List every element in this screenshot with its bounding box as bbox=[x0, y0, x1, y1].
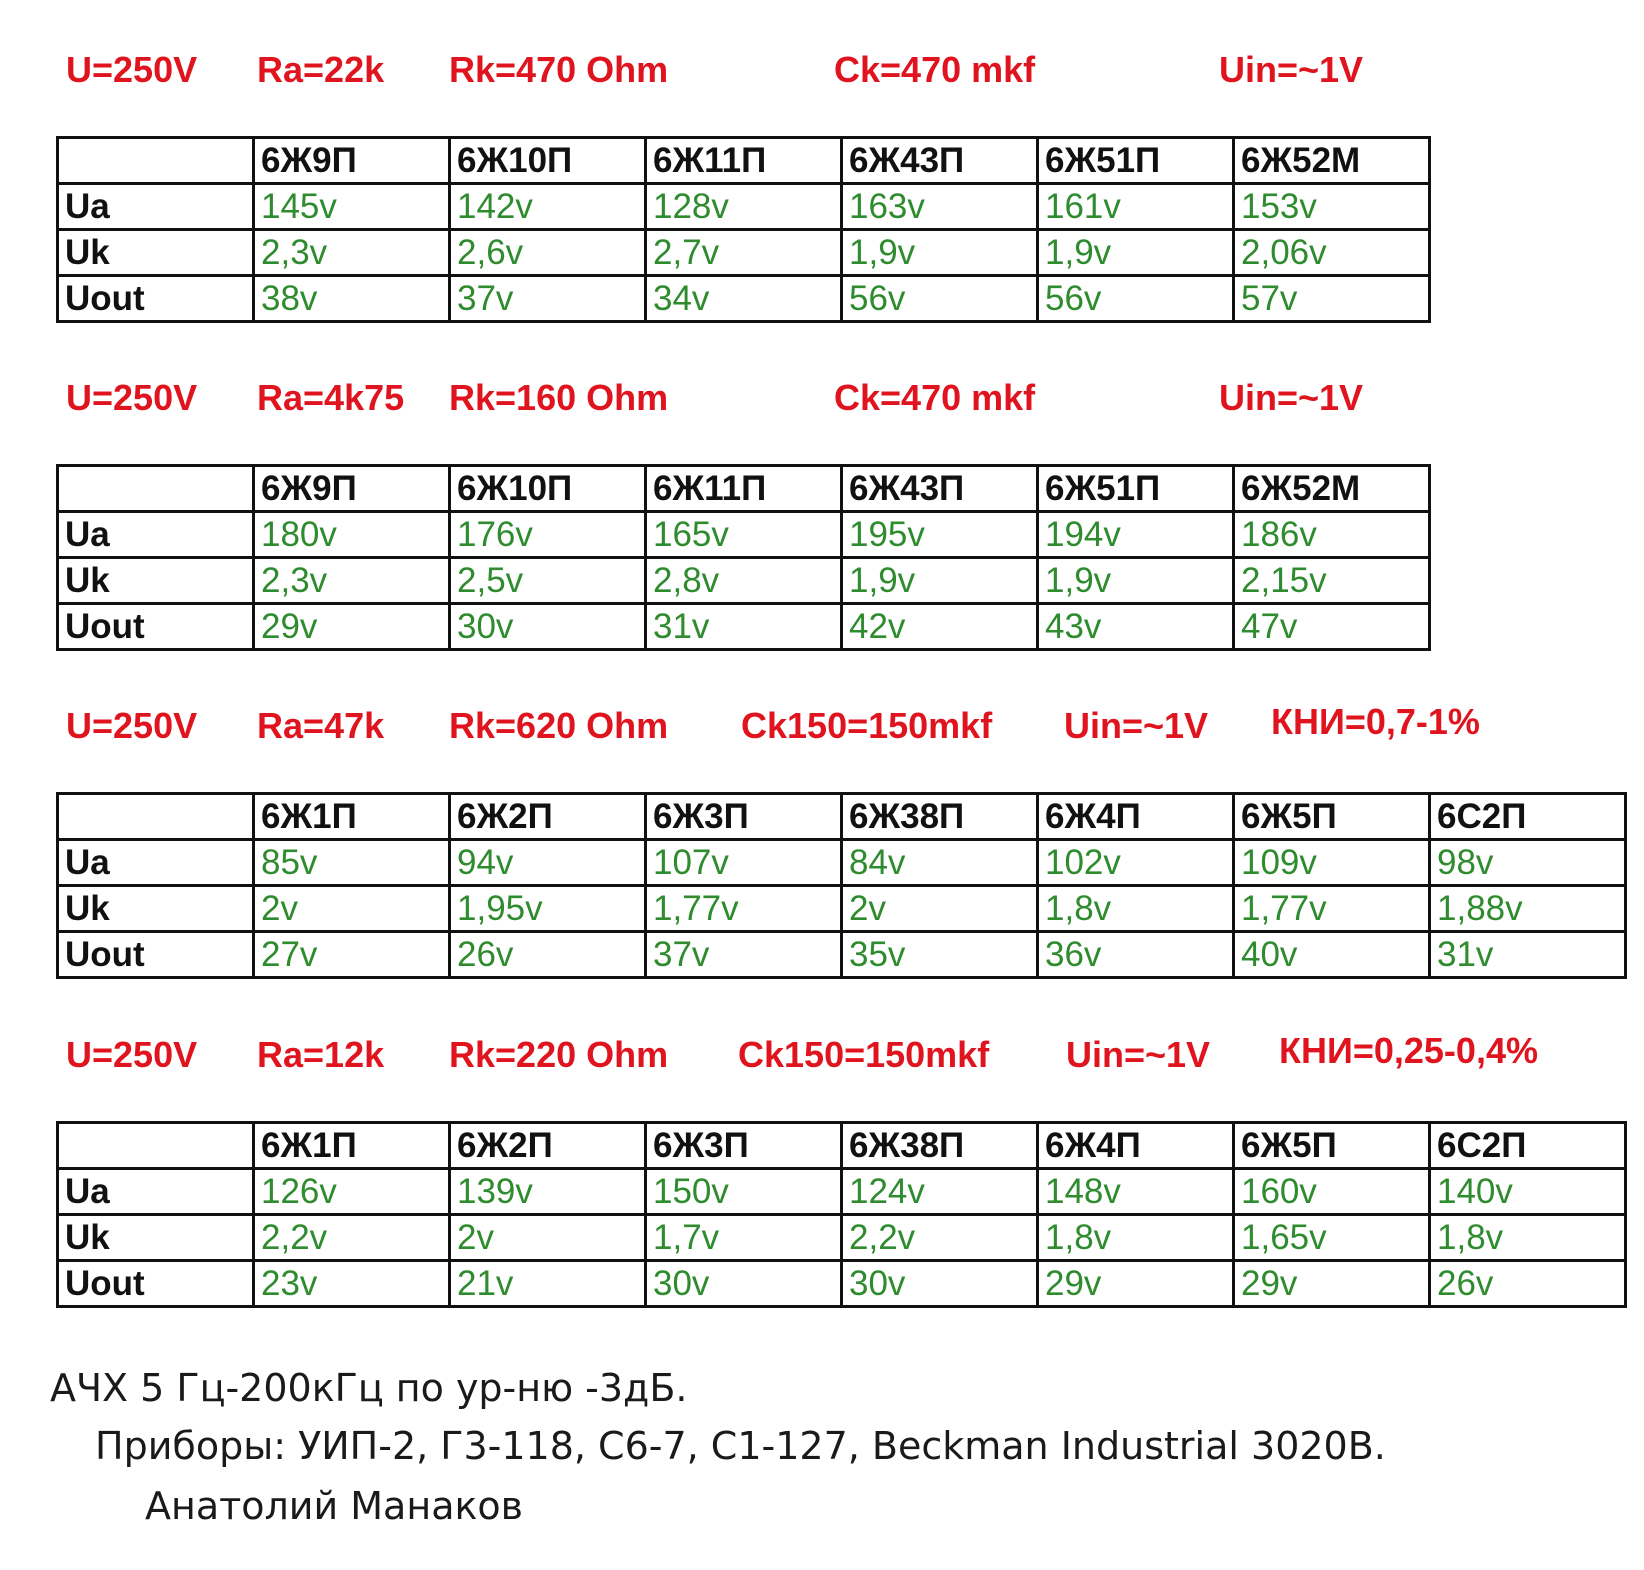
parameters-line bbox=[0, 376, 1644, 436]
param-supply-voltage: U=250V bbox=[66, 377, 198, 418]
value-cell: 26v bbox=[450, 932, 646, 978]
value-cell: 94v bbox=[450, 840, 646, 886]
param-anode-resistor: Ra=22k bbox=[257, 49, 385, 90]
table-row bbox=[58, 558, 1430, 604]
value-cell: 140v bbox=[1430, 1169, 1626, 1215]
table-header-row bbox=[58, 466, 1430, 512]
measurement-table bbox=[56, 792, 1627, 979]
value-cell: 2v bbox=[842, 886, 1038, 932]
value-cell: 47v bbox=[1234, 604, 1430, 650]
value-cell: 153v bbox=[1234, 184, 1430, 230]
parameters-line bbox=[0, 1030, 1644, 1093]
value-cell: 165v bbox=[646, 512, 842, 558]
param-supply-voltage: U=250V bbox=[66, 705, 198, 746]
table-header-row bbox=[58, 794, 1626, 840]
value-cell: 161v bbox=[1038, 184, 1234, 230]
tube-header: 6С2П bbox=[1430, 1123, 1626, 1169]
param-cathode-resistor: Rk=220 Ohm bbox=[449, 1034, 669, 1075]
row-label: Uk bbox=[58, 558, 254, 604]
row-label: Uk bbox=[58, 1215, 254, 1261]
value-cell: 2,6v bbox=[450, 230, 646, 276]
param-cathode-capacitor: Ck150=150mkf bbox=[741, 705, 993, 746]
table-row bbox=[58, 886, 1626, 932]
value-cell: 194v bbox=[1038, 512, 1234, 558]
param-input-voltage: Uin=~1V bbox=[1219, 377, 1364, 418]
row-label: Ua bbox=[58, 840, 254, 886]
table-row bbox=[58, 230, 1430, 276]
tube-header: 6Ж9П bbox=[254, 466, 450, 512]
value-cell: 1,8v bbox=[1430, 1215, 1626, 1261]
param-cathode-resistor: Rk=160 Ohm bbox=[449, 377, 669, 418]
param-distortion: КНИ=0,25-0,4% bbox=[1279, 1030, 1538, 1071]
value-cell: 31v bbox=[1430, 932, 1626, 978]
param-supply-voltage: U=250V bbox=[66, 1034, 198, 1075]
value-cell: 1,7v bbox=[646, 1215, 842, 1261]
tube-header: 6Ж2П bbox=[450, 794, 646, 840]
value-cell: 2,06v bbox=[1234, 230, 1430, 276]
value-cell: 126v bbox=[254, 1169, 450, 1215]
tube-header: 6Ж38П bbox=[842, 794, 1038, 840]
tube-header: 6Ж51П bbox=[1038, 138, 1234, 184]
value-cell: 145v bbox=[254, 184, 450, 230]
tube-header: 6Ж11П bbox=[646, 466, 842, 512]
value-cell: 85v bbox=[254, 840, 450, 886]
value-cell: 1,9v bbox=[1038, 230, 1234, 276]
measurement-table bbox=[56, 464, 1431, 651]
value-cell: 124v bbox=[842, 1169, 1038, 1215]
param-cathode-capacitor: Ck=470 mkf bbox=[834, 377, 1036, 418]
tube-header: 6Ж51П bbox=[1038, 466, 1234, 512]
value-cell: 29v bbox=[254, 604, 450, 650]
param-input-voltage: Uin=~1V bbox=[1219, 49, 1364, 90]
table-row bbox=[58, 604, 1430, 650]
tube-header: 6Ж9П bbox=[254, 138, 450, 184]
value-cell: 26v bbox=[1430, 1261, 1626, 1307]
tube-header: 6Ж43П bbox=[842, 466, 1038, 512]
value-cell: 1,9v bbox=[842, 230, 1038, 276]
value-cell: 160v bbox=[1234, 1169, 1430, 1215]
tube-header: 6Ж1П bbox=[254, 794, 450, 840]
tube-header: 6Ж52М bbox=[1234, 138, 1430, 184]
tube-header: 6Ж5П bbox=[1234, 1123, 1430, 1169]
row-label: Uout bbox=[58, 604, 254, 650]
value-cell: 139v bbox=[450, 1169, 646, 1215]
value-cell: 57v bbox=[1234, 276, 1430, 322]
param-anode-resistor: Ra=47k bbox=[257, 705, 385, 746]
value-cell: 1,95v bbox=[450, 886, 646, 932]
parameters-line bbox=[0, 701, 1644, 764]
tube-header: 6Ж43П bbox=[842, 138, 1038, 184]
value-cell: 2v bbox=[254, 886, 450, 932]
row-label: Uout bbox=[58, 932, 254, 978]
value-cell: 2,8v bbox=[646, 558, 842, 604]
tube-header: 6Ж3П bbox=[646, 1123, 842, 1169]
parameters-line bbox=[0, 48, 1644, 108]
row-label: Uout bbox=[58, 1261, 254, 1307]
value-cell: 2,3v bbox=[254, 558, 450, 604]
value-cell: 2,5v bbox=[450, 558, 646, 604]
value-cell: 56v bbox=[842, 276, 1038, 322]
tube-header: 6Ж52М bbox=[1234, 466, 1430, 512]
value-cell: 142v bbox=[450, 184, 646, 230]
param-supply-voltage: U=250V bbox=[66, 49, 198, 90]
param-input-voltage: Uin=~1V bbox=[1066, 1034, 1211, 1075]
row-label: Uk bbox=[58, 230, 254, 276]
table-corner-cell bbox=[58, 1123, 254, 1169]
value-cell: 23v bbox=[254, 1261, 450, 1307]
value-cell: 128v bbox=[646, 184, 842, 230]
value-cell: 1,88v bbox=[1430, 886, 1626, 932]
tube-header: 6Ж2П bbox=[450, 1123, 646, 1169]
measurement-table bbox=[56, 1121, 1627, 1308]
param-anode-resistor: Ra=4k75 bbox=[257, 377, 405, 418]
table-row bbox=[58, 1261, 1626, 1307]
tube-header: 6Ж1П bbox=[254, 1123, 450, 1169]
author-name: Анатолий Манаков bbox=[145, 1484, 524, 1528]
value-cell: 30v bbox=[646, 1261, 842, 1307]
row-label: Ua bbox=[58, 1169, 254, 1215]
value-cell: 31v bbox=[646, 604, 842, 650]
value-cell: 1,9v bbox=[1038, 558, 1234, 604]
value-cell: 1,9v bbox=[842, 558, 1038, 604]
value-cell: 2,2v bbox=[254, 1215, 450, 1261]
table-row bbox=[58, 932, 1626, 978]
tube-header: 6Ж4П bbox=[1038, 1123, 1234, 1169]
table-row bbox=[58, 184, 1430, 230]
table-header-row bbox=[58, 138, 1430, 184]
value-cell: 150v bbox=[646, 1169, 842, 1215]
table-corner-cell bbox=[58, 794, 254, 840]
value-cell: 2v bbox=[450, 1215, 646, 1261]
value-cell: 35v bbox=[842, 932, 1038, 978]
value-cell: 56v bbox=[1038, 276, 1234, 322]
value-cell: 186v bbox=[1234, 512, 1430, 558]
value-cell: 1,8v bbox=[1038, 1215, 1234, 1261]
value-cell: 109v bbox=[1234, 840, 1430, 886]
tube-header: 6Ж38П bbox=[842, 1123, 1038, 1169]
value-cell: 2,3v bbox=[254, 230, 450, 276]
table-row bbox=[58, 1169, 1626, 1215]
value-cell: 2,2v bbox=[842, 1215, 1038, 1261]
frequency-response-note: АЧХ 5 Гц-200кГц по ур-ню -3дБ. bbox=[50, 1366, 688, 1410]
param-anode-resistor: Ra=12k bbox=[257, 1034, 385, 1075]
param-input-voltage: Uin=~1V bbox=[1064, 705, 1209, 746]
value-cell: 98v bbox=[1430, 840, 1626, 886]
value-cell: 148v bbox=[1038, 1169, 1234, 1215]
value-cell: 27v bbox=[254, 932, 450, 978]
param-cathode-resistor: Rk=620 Ohm bbox=[449, 705, 669, 746]
tube-header: 6Ж4П bbox=[1038, 794, 1234, 840]
table-corner-cell bbox=[58, 466, 254, 512]
value-cell: 34v bbox=[646, 276, 842, 322]
value-cell: 176v bbox=[450, 512, 646, 558]
value-cell: 29v bbox=[1234, 1261, 1430, 1307]
param-cathode-capacitor: Ck=470 mkf bbox=[834, 49, 1036, 90]
tube-header: 6Ж3П bbox=[646, 794, 842, 840]
param-distortion: КНИ=0,7-1% bbox=[1271, 701, 1480, 742]
value-cell: 1,77v bbox=[646, 886, 842, 932]
row-label: Ua bbox=[58, 184, 254, 230]
value-cell: 102v bbox=[1038, 840, 1234, 886]
row-label: Uout bbox=[58, 276, 254, 322]
value-cell: 180v bbox=[254, 512, 450, 558]
table-header-row bbox=[58, 1123, 1626, 1169]
instruments-note: Приборы: УИП-2, Г3-118, С6-7, С1-127, Beckman Industrial 3020B. bbox=[95, 1424, 1386, 1468]
value-cell: 42v bbox=[842, 604, 1038, 650]
value-cell: 1,65v bbox=[1234, 1215, 1430, 1261]
param-cathode-capacitor: Ck150=150mkf bbox=[738, 1034, 990, 1075]
value-cell: 84v bbox=[842, 840, 1038, 886]
tube-header: 6Ж10П bbox=[450, 138, 646, 184]
value-cell: 37v bbox=[450, 276, 646, 322]
tube-header: 6Ж5П bbox=[1234, 794, 1430, 840]
table-row bbox=[58, 1215, 1626, 1261]
value-cell: 195v bbox=[842, 512, 1038, 558]
value-cell: 107v bbox=[646, 840, 842, 886]
value-cell: 30v bbox=[842, 1261, 1038, 1307]
table-corner-cell bbox=[58, 138, 254, 184]
value-cell: 36v bbox=[1038, 932, 1234, 978]
tube-header: 6С2П bbox=[1430, 794, 1626, 840]
table-row bbox=[58, 276, 1430, 322]
row-label: Ua bbox=[58, 512, 254, 558]
value-cell: 40v bbox=[1234, 932, 1430, 978]
value-cell: 1,77v bbox=[1234, 886, 1430, 932]
value-cell: 2,15v bbox=[1234, 558, 1430, 604]
tube-header: 6Ж11П bbox=[646, 138, 842, 184]
value-cell: 43v bbox=[1038, 604, 1234, 650]
value-cell: 38v bbox=[254, 276, 450, 322]
value-cell: 21v bbox=[450, 1261, 646, 1307]
tube-header: 6Ж10П bbox=[450, 466, 646, 512]
value-cell: 2,7v bbox=[646, 230, 842, 276]
table-row bbox=[58, 512, 1430, 558]
table-row bbox=[58, 840, 1626, 886]
value-cell: 1,8v bbox=[1038, 886, 1234, 932]
value-cell: 37v bbox=[646, 932, 842, 978]
param-cathode-resistor: Rk=470 Ohm bbox=[449, 49, 669, 90]
measurement-table bbox=[56, 136, 1431, 323]
value-cell: 29v bbox=[1038, 1261, 1234, 1307]
row-label: Uk bbox=[58, 886, 254, 932]
value-cell: 30v bbox=[450, 604, 646, 650]
value-cell: 163v bbox=[842, 184, 1038, 230]
